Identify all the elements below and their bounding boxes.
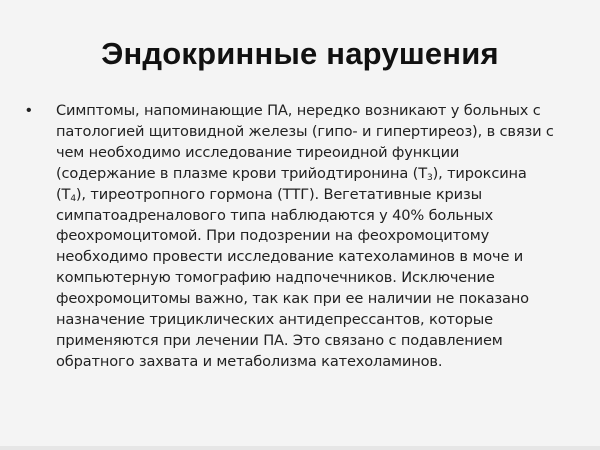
text-line-12: применяются при лечении ПА. Это связано с подавлением — [56, 331, 503, 349]
subscript-3: 3 — [426, 172, 433, 183]
text-line-1: Симптомы, напоминающие ПА, нередко возникают у больных с — [56, 102, 541, 119]
text-line-4-part-1: (содержание в плазме крови трийодтиронина (Т — [56, 164, 427, 182]
text-line-7: феохромоцитомой. При подозрении на феохромоцитому — [56, 227, 490, 245]
text-line-6: симпатоадреналового типа наблюдаются у 40% больных — [56, 206, 494, 224]
text-line-10: феохромоцитомы важно, так как при ее наличии не показано — [56, 290, 529, 308]
text-line-5 — [56, 185, 586, 206]
bullet-item — [26, 101, 586, 373]
text-line-9: компьютерную томографию надпочечников. Исключение — [56, 269, 495, 287]
bullet-text — [56, 101, 586, 373]
text-line-5-part-1: (Т — [56, 185, 71, 203]
text-line-2: патологией щитовидной железы (гипо- и гипертиреоз), в связи с — [56, 122, 554, 140]
text-line-3: чем необходимо исследование тиреоидной функции — [56, 143, 460, 161]
text-line-11: назначение трициклических антидепрессантов, которые — [56, 311, 493, 329]
text-line-13: обратного захвата и метаболизма катехоламинов. — [56, 352, 443, 370]
text-line-4 — [56, 164, 586, 185]
text-line-8: необходимо провести исследование катехоламинов в моче и — [56, 248, 524, 266]
text-line-5-part-2: ), тиреотропного гормона (ТТГ). Вегетативные кризы — [75, 185, 482, 203]
slide-title: Эндокринные нарушения — [101, 36, 499, 71]
bullet-icon: • — [26, 102, 32, 119]
slide-content — [26, 101, 586, 373]
subscript-4: 4 — [70, 193, 76, 204]
text-line-4-part-2: ), тироксина — [432, 164, 527, 182]
